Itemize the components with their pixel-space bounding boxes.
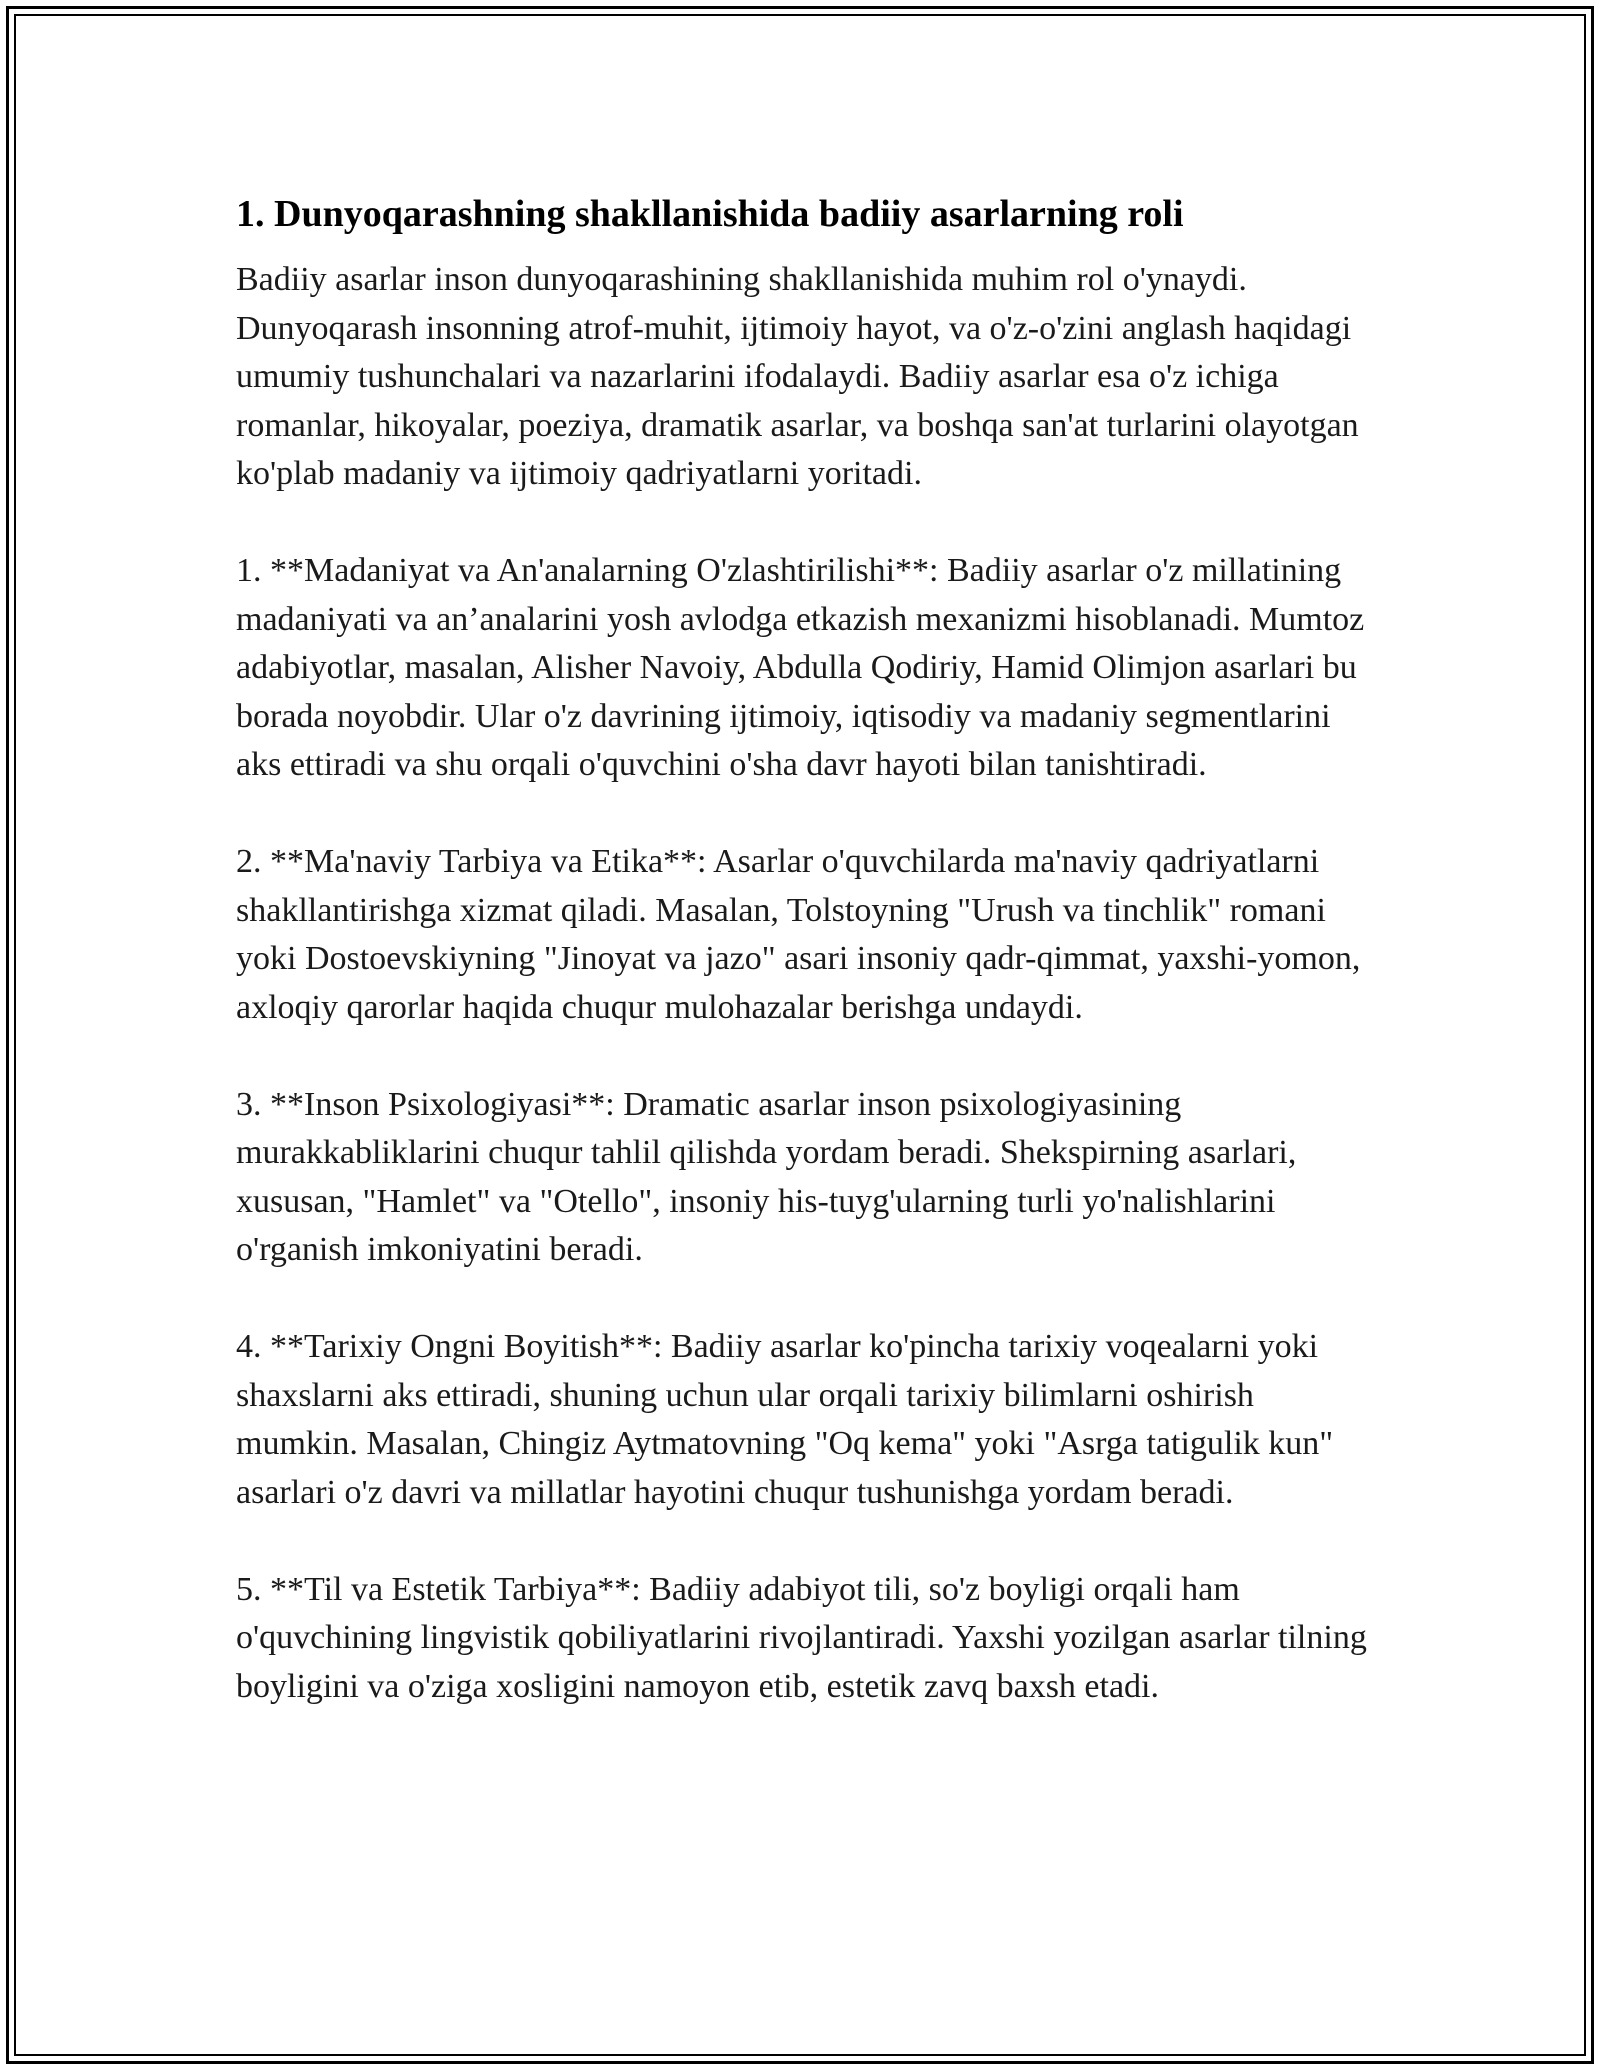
document-title: 1. Dunyoqarashning shakllanishida badiiy asarlarning roli (236, 193, 1184, 235)
paragraph-historical-awareness: 4. **Tarixiy Ongni Boyitish**: Badiiy asarlar ko'pincha tarixiy voqealarni yoki shaxslarni aks ettiradi, shuning uchun ular orqali tarixiy bilimlarni oshirish mumkin. Masalan, Chingiz Aytmatovning "Oq kema" yoki "Asrga tatigulik kun" asarlari o'z davri va millatlar hayotini chuqur tushunishga yordam beradi. (236, 1328, 1334, 1511)
paragraph-human-psychology: 3. **Inson Psixologiyasi**: Dramatic asarlar inson psixologiyasining murakkabliklarini chuqur tahlil qilishda yordam beradi. Shekspirning asarlari, xususan, "Hamlet" va "Otello", insoniy his-tuyg'ularning turli yo'nalishlarini o'rganish imkoniyatini beradi. (236, 1085, 1297, 1268)
intro-paragraph: Badiiy asarlar inson dunyoqarashining shakllanishida muhim rol o'ynaydi. Dunyoqarash insonning atrof-muhit, ijtimoiy hayot, va o'z-o'zini anglash haqidagi umumiy tushunchalari va nazarlarini ifodalaydi. Badiiy asarlar esa o'z ichiga romanlar, hikoyalar, poeziya, dramatik asarlar, va boshqa san'at turlarini olayotgan ko'plab madaniy va ijtimoiy qadriyatlarni yoritadi. (236, 261, 1359, 492)
paragraph-language-aesthetics: 5. **Til va Estetik Tarbiya**: Badiiy adabiyot tili, so'z boyligi orqali ham o'quvchining lingvistik qobiliyatlarini rivojlantiradi. Yaxshi yozilgan asarlar tilning boyligini va o'ziga xosligini namoyon etib, estetik zavq baxsh etadi. (236, 1570, 1367, 1705)
paragraph-culture-traditions: 1. **Madaniyat va An'analarning O'zlashtirilishi**: Badiiy asarlar o'z millatining madaniyati va an’analarini yosh avlodga etkazish mexanizmi hisoblanadi. Mumtoz adabiyotlar, masalan, Alisher Navoiy, Abdulla Qodiriy, Hamid Olimjon asarlari bu borada noyobdir. Ular o'z davrining ijtimoiy, iqtisodiy va madaniy segmentlarini aks ettiradi va shu orqali o'quvchini o'sha davr hayoti bilan tanishtiradi. (236, 552, 1365, 783)
paragraph-moral-education: 2. **Ma'naviy Tarbiya va Etika**: Asarlar o'quvchilarda ma'naviy qadriyatlarni shakllantirishga xizmat qiladi. Masalan, Tolstoyning "Urush va tinchlik" romani yoki Dostoevskiyning "Jinoyat va jazo" asari insoniy qadr-qimmat, yaxshi-yomon, axloqiy qarorlar haqida chuqur mulohazalar berishga undaydi. (236, 843, 1361, 1026)
document-body (236, 186, 1376, 1711)
